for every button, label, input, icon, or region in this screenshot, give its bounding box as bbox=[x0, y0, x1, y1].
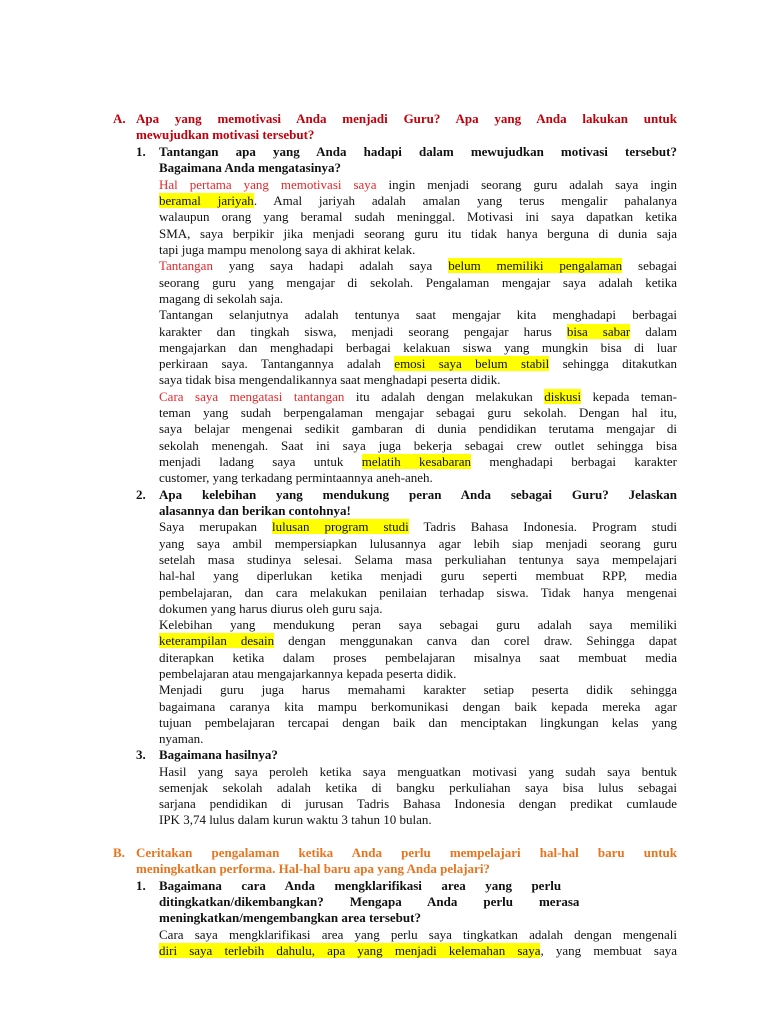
question-1-line: Tantangan apa yang Anda hadapi dalam mewujudkan motivasi tersebut? bbox=[159, 144, 677, 159]
question-b1-line: Bagaimana cara Anda mengklarifikasi area yang perlu bbox=[159, 878, 562, 893]
answer-line bbox=[159, 176, 677, 193]
answer-line bbox=[159, 942, 677, 959]
answer-line bbox=[159, 388, 677, 405]
answer-line: yang saya ambil mempersiapkan lulusannya agar lebih siap menjadi seorang guru bbox=[159, 536, 677, 551]
text-run: itu adalah dengan melakukan bbox=[344, 389, 545, 404]
highlighted-text: keterampilan desain bbox=[159, 633, 275, 648]
question-b1-marker: 1. bbox=[136, 878, 146, 893]
answer-line: hal-hal yang diperlukan ketika menjadi guru seperti membuat RPP, media bbox=[159, 568, 677, 583]
answer-line bbox=[159, 323, 677, 340]
text-run: karakter dan tingkah siswa, menjadi seorang pengajar harus bbox=[159, 324, 567, 339]
text-run: yang saya hadapi adalah saya bbox=[212, 258, 449, 273]
answer-line: setelah masa studinya selesai. Selama masa perkuliahan tentunya saya mempelajari bbox=[159, 552, 677, 567]
answer-line: nyaman. bbox=[159, 731, 204, 746]
highlighted-text: belum memiliki pengalaman bbox=[448, 258, 623, 273]
section-a-marker: A. bbox=[113, 111, 126, 126]
text-run: dengan menggunakan canva dan corel draw. Sehingga dapat bbox=[274, 633, 677, 648]
section-b-heading-line: meningkatkan performa. Hal-hal baru apa yang Anda pelajari? bbox=[136, 861, 490, 876]
answer-line bbox=[159, 518, 677, 535]
answer-line: sekolah menengah. Saat ini saya juga bekerja sebagai crew outlet sehingga bisa bbox=[159, 438, 677, 453]
answer-line: walaupun orang yang beramal sudah meninggal. Motivasi ini saya dapatkan ketika bbox=[159, 209, 677, 224]
answer-line bbox=[159, 632, 677, 649]
answer-line: diterapkan ketika dalam proses pembelajaran misalnya saat membuat media bbox=[159, 650, 677, 665]
answer-line: Cara saya mengklarifikasi area yang perlu saya tingkatkan adalah dengan mengenali bbox=[159, 927, 677, 942]
highlighted-text: diri saya terlebih dahulu, apa yang menjadi kelemahan saya bbox=[159, 943, 541, 958]
text-run: Saya merupakan bbox=[159, 519, 272, 534]
answer-line: semenjak sekolah adalah ketika di bangku perkuliahan saya bisa lulus sebagai bbox=[159, 780, 677, 795]
section-a-heading-line: Apa yang memotivasi Anda menjadi Guru? Apa yang Anda lakukan untuk bbox=[136, 111, 677, 126]
highlighted-text: melatih kesabaran bbox=[361, 454, 472, 469]
text-run: . Amal jariyah adalah amalan yang terus mengalir pahalanya bbox=[253, 193, 677, 208]
answer-line: IPK 3,74 lulus dalam kurun waktu 3 tahun 10 bulan. bbox=[159, 812, 432, 827]
text-run: , yang membuat saya bbox=[540, 943, 678, 958]
answer-line: tujuan pembelajaran tercapai dengan baik dan menciptakan lingkungan kelas yang bbox=[159, 715, 677, 730]
question-b1-line: meningkatkan/mengembangkan area tersebut? bbox=[159, 910, 421, 925]
highlighted-text: diskusi bbox=[544, 389, 582, 404]
answer-line: mengajarkan dan menghadapi berbagai kelakuan siswa yang mungkin bisa di luar bbox=[159, 340, 677, 355]
answer-line bbox=[159, 192, 677, 209]
question-1-line: Bagaimana Anda mengatasinya? bbox=[159, 160, 342, 175]
question-1-marker: 1. bbox=[136, 144, 146, 159]
question-2-line: alasannya dan berikan contohnya! bbox=[159, 503, 351, 518]
highlighted-text: emosi saya belum stabil bbox=[394, 356, 550, 371]
highlighted-text: lulusan program studi bbox=[271, 519, 409, 534]
answer-line: Tantangan selanjutnya adalah tentunya saat mengajar kita menghadapi berbagai bbox=[159, 307, 677, 322]
question-3-marker: 3. bbox=[136, 747, 146, 762]
answer-line: bagaimana caranya kita mampu berkomunikasi dengan baik kepada mereka agar bbox=[159, 699, 677, 714]
answer-line: pembelajaran, dan cara melakukan penilaian terhadap siswa. Tidak hanya mengenai bbox=[159, 585, 677, 600]
answer-line: SMA, saya berpikir jika menjadi seorang guru itu tidak hanya berguna di dunia saja bbox=[159, 226, 677, 241]
section-a-heading-line: mewujudkan motivasi tersebut? bbox=[136, 127, 315, 142]
text-run: kepada teman- bbox=[581, 389, 677, 404]
answer-line: pembelajaran atau mengajarkannya kepada peserta didik. bbox=[159, 666, 457, 681]
answer-line: customer, yang terkadang permintaannya aneh-aneh. bbox=[159, 470, 433, 485]
question-2-marker: 2. bbox=[136, 487, 146, 502]
section-b-heading-line: Ceritakan pengalaman ketika Anda perlu mempelajari hal-hal baru untuk bbox=[136, 845, 677, 860]
answer-line: seorang guru yang mengajar di sekolah. Pengalaman mengajar saya adalah ketika bbox=[159, 275, 677, 290]
question-3-line: Bagaimana hasilnya? bbox=[159, 747, 278, 762]
text-run: Tadris Bahasa Indonesia. Program studi bbox=[408, 519, 677, 534]
emphasis-text: Hal pertama yang memotivasi saya bbox=[159, 177, 377, 192]
text-run: ingin menjadi seorang guru adalah saya ingin bbox=[376, 177, 677, 192]
answer-line: teman yang sudah berpengalaman mengajar sebagai guru sekolah. Dengan hal itu, bbox=[159, 405, 677, 420]
answer-line bbox=[159, 453, 677, 470]
answer-line bbox=[159, 355, 677, 372]
emphasis-text: Tantangan bbox=[159, 258, 213, 273]
text-run: perkiraan saya. Tantangannya adalah bbox=[159, 356, 395, 371]
answer-line: dokumen yang harus diurus oleh guru saja. bbox=[159, 601, 383, 616]
text-run: sehingga ditakutkan bbox=[549, 356, 678, 371]
text-run: menjadi ladang saya untuk bbox=[159, 454, 362, 469]
question-2-line: Apa kelebihan yang mendukung peran Anda sebagai Guru? Jelaskan bbox=[159, 487, 677, 502]
highlighted-text: beramal jariyah bbox=[159, 193, 254, 208]
answer-line: tapi juga mampu menolong saya di akhirat kelak. bbox=[159, 242, 416, 257]
answer-line: Kelebihan yang mendukung peran saya sebagai guru adalah saya memiliki bbox=[159, 617, 677, 632]
answer-line: saya belajar mengenai sedikit gambaran di dunia pendidikan terutama mengajar di bbox=[159, 421, 677, 436]
answer-line: Menjadi guru juga harus memahami karakter setiap peserta didik sehingga bbox=[159, 682, 677, 697]
answer-line: sarjana pendidikan di jurusan Tadris Bahasa Indonesia dengan predikat cumlaude bbox=[159, 796, 677, 811]
emphasis-text: Cara saya mengatasi tantangan bbox=[159, 389, 345, 404]
answer-line: Hasil yang saya peroleh ketika saya menguatkan motivasi yang sudah saya bentuk bbox=[159, 764, 677, 779]
section-b-marker: B. bbox=[113, 845, 125, 860]
text-run: dalam bbox=[630, 324, 677, 339]
answer-line: saya tidak bisa mengendalikannya saat menghadapi peserta didik. bbox=[159, 372, 501, 387]
text-run: menghadapi berbagai karakter bbox=[471, 454, 677, 469]
highlighted-text: bisa sabar bbox=[566, 324, 631, 339]
question-b1-line: ditingkatkan/dikembangkan? Mengapa Anda perlu merasa bbox=[159, 894, 580, 909]
answer-line bbox=[159, 257, 677, 274]
text-run: sebagai bbox=[622, 258, 677, 273]
answer-line: magang di sekolah saja. bbox=[159, 291, 284, 306]
